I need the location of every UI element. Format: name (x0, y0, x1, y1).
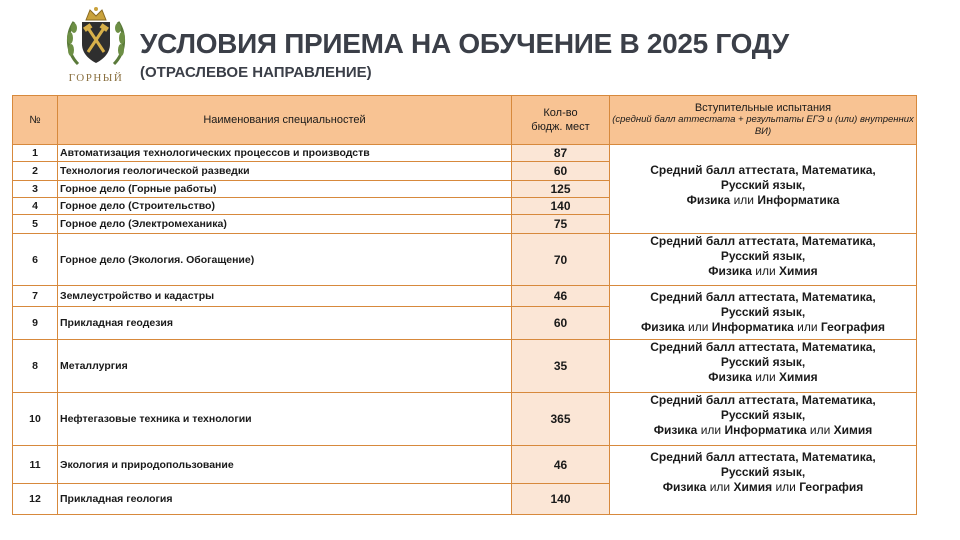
row-number: 1 (13, 145, 58, 162)
header-budget-places (512, 96, 610, 145)
exam-requirements (610, 446, 917, 515)
row-specialty: Горное дело (Строительство) (58, 198, 512, 215)
exam-line-3 (612, 193, 914, 208)
row-number: 12 (13, 484, 58, 515)
exam-or: или (775, 480, 796, 494)
exam-line-3 (612, 264, 914, 279)
exam-subject: Химия (779, 264, 818, 278)
table-header-row (13, 96, 917, 145)
exam-subject: География (799, 480, 864, 494)
exam-subject: Информатика (757, 193, 840, 207)
header-count-line1: Кол-во (543, 107, 578, 119)
exam-or: или (687, 320, 709, 334)
row-specialty: Прикладная геодезия (58, 307, 512, 340)
exam-line-2: Русский язык, (720, 355, 806, 369)
row-number: 3 (13, 181, 58, 198)
exam-subject: Физика (641, 320, 685, 334)
row-budget-places: 75 (512, 215, 610, 234)
logo-caption: ГОРНЫЙ (68, 72, 124, 84)
row-budget-places: 35 (512, 340, 610, 393)
exam-line-1: Средний балл аттестата, Математика, (650, 340, 876, 354)
exam-line-2: Русский язык, (720, 465, 806, 479)
exam-line-1: Средний балл аттестата, Математика, (650, 290, 876, 304)
row-number: 7 (13, 286, 58, 307)
exam-subject: Физика (686, 193, 731, 207)
exam-subject: Информатика (724, 423, 807, 437)
row-number: 11 (13, 446, 58, 484)
row-number: 9 (13, 307, 58, 340)
page-title: УСЛОВИЯ ПРИЕМА НА ОБУЧЕНИЕ В 2025 ГОДУ (140, 28, 789, 59)
exam-line-3 (612, 320, 914, 335)
exam-line-1: Средний балл аттестата, Математика, (650, 234, 876, 248)
row-specialty: Горное дело (Экология. Обогащение) (58, 234, 512, 286)
row-budget-places: 140 (512, 198, 610, 215)
header-exams-title: Вступительные испытания (694, 102, 832, 114)
exam-or: или (733, 193, 754, 207)
exam-requirements (610, 286, 917, 340)
header-count-line2: бюдж. мест (531, 121, 590, 133)
exam-subject: Физика (662, 480, 707, 494)
exam-line-1: Средний балл аттестата, Математика, (650, 163, 876, 177)
exam-subject: Химия (833, 423, 873, 437)
row-number: 2 (13, 162, 58, 181)
exam-line-1: Средний балл аттестата, Математика, (650, 450, 876, 464)
page-subtitle: (ОТРАСЛЕВОЕ НАПРАВЛЕНИЕ) (140, 64, 372, 81)
exam-requirements (610, 340, 917, 393)
exam-or: или (797, 320, 818, 334)
row-number: 5 (13, 215, 58, 234)
header-exams-note: (средний балл аттестата + результаты ЕГЭ и (или) внутренних ВИ) (612, 114, 914, 137)
exam-line-2: Русский язык, (720, 249, 806, 263)
row-specialty: Горное дело (Горные работы) (58, 181, 512, 198)
exam-subject: Физика (653, 423, 698, 437)
exam-line-1: Средний балл аттестата, Математика, (650, 393, 876, 407)
exam-line-3 (612, 480, 914, 495)
table-row (13, 446, 917, 484)
table-row (13, 234, 917, 286)
row-specialty: Горное дело (Электромеханика) (58, 215, 512, 234)
row-number: 4 (13, 198, 58, 215)
table-row (13, 145, 917, 162)
row-budget-places: 365 (512, 393, 610, 446)
exam-or: или (755, 264, 776, 278)
university-logo (64, 6, 128, 86)
table-row (13, 393, 917, 446)
exam-subject: Физика (708, 370, 752, 384)
row-number: 10 (13, 393, 58, 446)
exam-or: или (709, 480, 731, 494)
row-number: 6 (13, 234, 58, 286)
exam-line-2: Русский язык, (720, 408, 806, 422)
exam-line-3 (612, 370, 914, 385)
admission-table (12, 95, 917, 515)
crest-icon (64, 6, 128, 72)
exam-or: или (700, 423, 722, 437)
row-budget-places: 140 (512, 484, 610, 515)
exam-line-2: Русский язык, (720, 305, 806, 319)
row-budget-places: 60 (512, 307, 610, 340)
header-specialty: Наименования специальностей (58, 96, 512, 145)
row-budget-places: 46 (512, 286, 610, 307)
row-specialty: Землеустройство и кадастры (58, 286, 512, 307)
exam-requirements (610, 145, 917, 234)
exam-or: или (809, 423, 831, 437)
exam-subject: Химия (733, 480, 773, 494)
exam-or: или (755, 370, 776, 384)
exam-line-3 (612, 423, 914, 438)
row-budget-places: 46 (512, 446, 610, 484)
row-budget-places: 60 (512, 162, 610, 181)
exam-subject: Физика (708, 264, 752, 278)
header-number: № (13, 96, 58, 145)
row-specialty: Нефтегазовые техника и технологии (58, 393, 512, 446)
row-number: 8 (13, 340, 58, 393)
exam-requirements (610, 393, 917, 446)
exam-subject: Информатика (711, 320, 794, 334)
row-specialty: Автоматизация технологических процессов и производств (58, 145, 512, 162)
header-entrance-exams (610, 96, 917, 145)
exam-line-2: Русский язык, (720, 178, 806, 192)
exam-subject: Химия (779, 370, 818, 384)
table-row (13, 340, 917, 393)
row-specialty: Металлургия (58, 340, 512, 393)
row-specialty: Прикладная геология (58, 484, 512, 515)
exam-requirements (610, 234, 917, 286)
row-specialty: Экология и природопользование (58, 446, 512, 484)
row-budget-places: 87 (512, 145, 610, 162)
row-budget-places: 70 (512, 234, 610, 286)
row-specialty: Технология геологической разведки (58, 162, 512, 181)
row-budget-places: 125 (512, 181, 610, 198)
table-row (13, 286, 917, 307)
exam-subject: География (820, 320, 885, 334)
